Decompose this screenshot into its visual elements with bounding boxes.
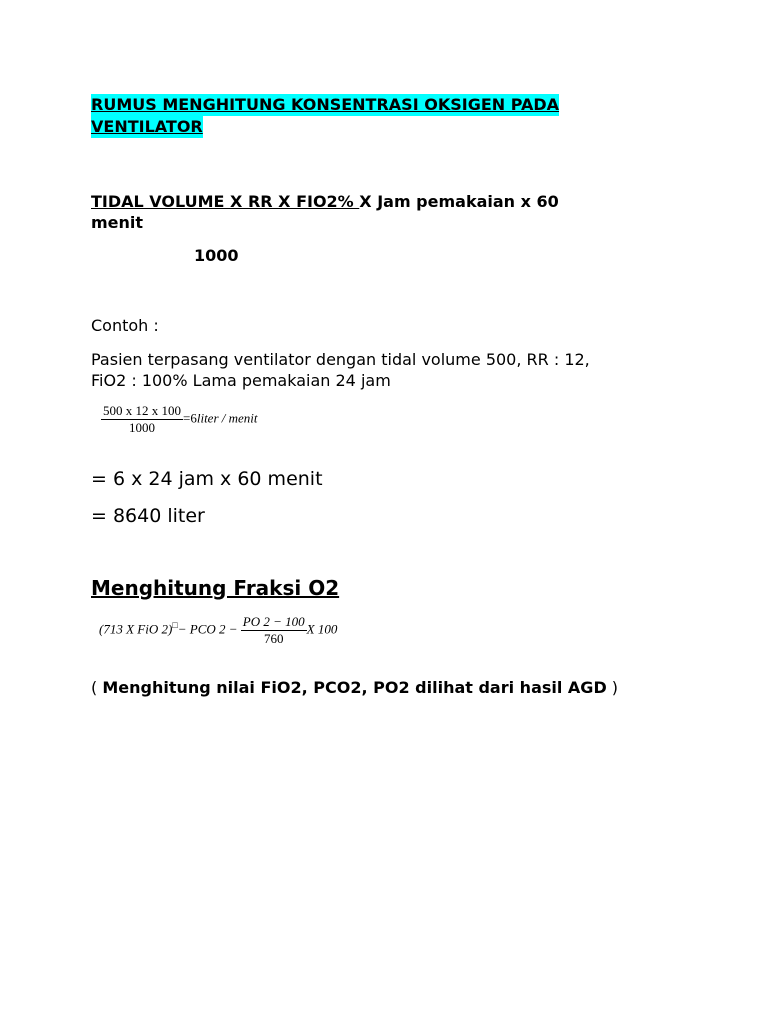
- fraksi-formula-end: X 100: [306, 621, 338, 637]
- formula-numerator: TIDAL VOLUME X RR X FIO2%: [91, 192, 360, 211]
- fraksi-formula-left: (713 X FiO 2): [99, 621, 173, 637]
- example-calc-result: =6: [183, 410, 197, 426]
- fraksi-formula-box: □: [172, 620, 178, 631]
- example-calc-fraction: [101, 403, 183, 436]
- fraksi-formula-minus: − PCO 2 −: [177, 621, 238, 637]
- example-calc: [101, 403, 258, 436]
- example-desc-line1: Pasien terpasang ventilator dengan tidal volume 500, RR : 12,: [91, 350, 590, 369]
- title-line-1: RUMUS MENGHITUNG KONSENTRASI OKSIGEN PADA: [91, 95, 560, 114]
- example-desc-line2: FiO2 : 100% Lama pemakaian 24 jam: [91, 371, 391, 390]
- example-calc-denominator: 1000: [129, 420, 155, 435]
- example-step1: = 6 x 24 jam x 60 menit: [91, 468, 323, 490]
- fraksi-formula: [99, 614, 337, 647]
- formula-denominator: 1000: [194, 246, 239, 265]
- fraksi-formula-fraction: [241, 614, 307, 647]
- example-step2: = 8640 liter: [91, 505, 205, 527]
- fraksi-heading: Menghitung Fraksi O2: [91, 576, 340, 600]
- example-calc-numerator: 500 x 12 x 100: [103, 403, 181, 418]
- title-line-2: VENTILATOR: [91, 117, 203, 136]
- formula-main: [91, 191, 559, 212]
- fraksi-formula-numerator: PO 2 − 100: [242, 614, 305, 629]
- formula-rest-line2-text: menit: [91, 213, 144, 232]
- fraksi-note-close: ): [606, 678, 619, 697]
- example-calc-unit: liter / menit: [196, 410, 258, 426]
- fraksi-note-text: Menghitung nilai FiO2, PCO2, PO2 dilihat dari hasil AGD: [102, 678, 607, 697]
- formula-rest: X Jam pemakaian x 60: [359, 192, 559, 211]
- example-label: Contoh :: [91, 316, 159, 335]
- fraksi-formula-denominator: 760: [263, 631, 284, 646]
- fraksi-note-open: (: [91, 678, 103, 697]
- formula-rest-line2: [91, 212, 143, 233]
- fraksi-note: [91, 677, 618, 698]
